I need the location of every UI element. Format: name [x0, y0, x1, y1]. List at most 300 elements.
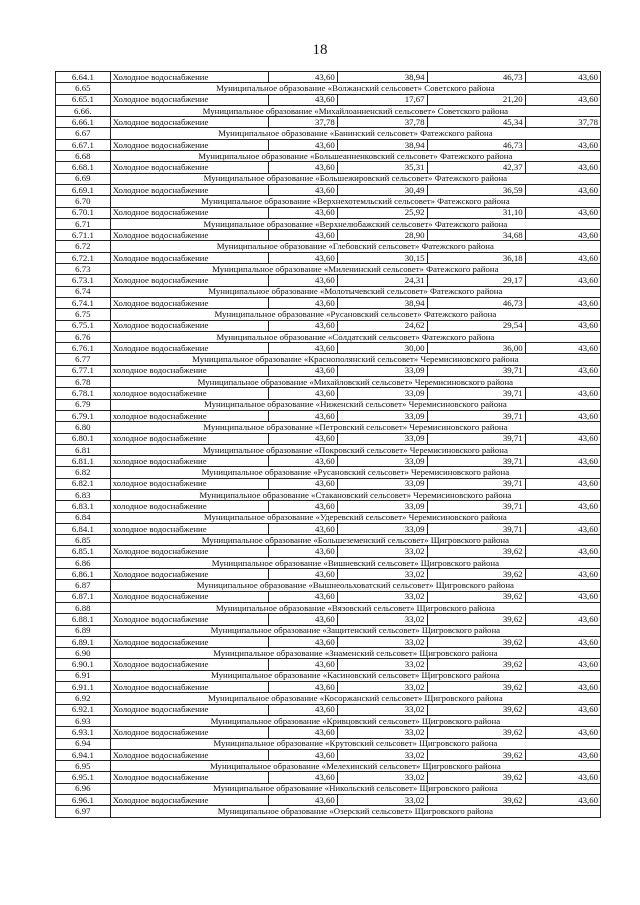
municipality-name: Муниципальное образование «Петровский сельсовет» Черемисиновского района	[110, 422, 600, 433]
tariff-value-2: 33,02	[337, 614, 427, 625]
tariff-value-3: 39,62	[427, 546, 525, 557]
section-header-row	[56, 557, 601, 568]
row-number: 6.90	[56, 648, 111, 659]
municipality-name: Муниципальное образование «Вязовский сельсовет» Щигровского района	[110, 602, 600, 613]
tariff-value-1: 43,60	[268, 139, 337, 150]
row-number: 6.69.1	[56, 184, 111, 195]
tariff-value-2: 33,02	[337, 704, 427, 715]
tariff-value-4: 43,60	[525, 546, 600, 557]
tariff-value-4: 43,60	[525, 636, 600, 647]
tariff-value-1: 43,60	[268, 410, 337, 421]
tariff-value-2: 33,02	[337, 591, 427, 602]
row-number: 6.79	[56, 399, 111, 410]
tariff-value-2: 33,09	[337, 523, 427, 534]
tariff-value-1: 43,60	[268, 727, 337, 738]
row-number: 6.65	[56, 83, 111, 94]
tariff-value-1: 43,60	[268, 72, 337, 83]
tariff-value-1: 43,60	[268, 636, 337, 647]
tariff-value-3: 39,62	[427, 727, 525, 738]
table-row	[56, 523, 601, 534]
service-name: Холодное водоснабжение	[110, 275, 268, 286]
tariff-value-1: 37,78	[268, 117, 337, 128]
service-name: холодное водоснабжение	[110, 365, 268, 376]
municipality-name: Муниципальное образование «Михайлоанненский сельсовет» Советского района	[110, 105, 600, 116]
tariff-value-1: 43,60	[268, 569, 337, 580]
service-name: Холодное водоснабжение	[110, 569, 268, 580]
service-name: холодное водоснабжение	[110, 456, 268, 467]
service-name: холодное водоснабжение	[110, 501, 268, 512]
row-number: 6.86	[56, 557, 111, 568]
tariff-value-2: 33,09	[337, 456, 427, 467]
table-row	[56, 320, 601, 331]
section-header-row	[56, 715, 601, 726]
table-row	[56, 704, 601, 715]
row-number: 6.83	[56, 489, 111, 500]
row-number: 6.74	[56, 286, 111, 297]
row-number: 6.80.1	[56, 433, 111, 444]
section-header-row	[56, 377, 601, 388]
tariff-value-2: 33,02	[337, 569, 427, 580]
section-header-row	[56, 309, 601, 320]
tariff-value-1: 43,60	[268, 320, 337, 331]
tariff-value-3: 39,71	[427, 388, 525, 399]
tariff-value-2: 38,94	[337, 72, 427, 83]
tariff-value-1: 43,60	[268, 772, 337, 783]
service-name: Холодное водоснабжение	[110, 139, 268, 150]
row-number: 6.80	[56, 422, 111, 433]
municipality-name: Муниципальное образование «Знаменский сельсовет» Щигровского района	[110, 648, 600, 659]
tariff-value-3: 46,73	[427, 139, 525, 150]
table-row	[56, 139, 601, 150]
tariff-value-4: 43,60	[525, 365, 600, 376]
tariff-value-2: 33,02	[337, 772, 427, 783]
tariff-value-4: 43,60	[525, 591, 600, 602]
row-number: 6.84.1	[56, 523, 111, 534]
tariff-value-1: 43,60	[268, 456, 337, 467]
section-header-row	[56, 241, 601, 252]
section-header-row	[56, 693, 601, 704]
tariff-value-3: 39,71	[427, 501, 525, 512]
tariff-value-1: 43,60	[268, 795, 337, 806]
municipality-name: Муниципальное образование «Удеревский сельсовет» Черемисиновского района	[110, 512, 600, 523]
tariff-value-3: 39,71	[427, 523, 525, 534]
table-row	[56, 184, 601, 195]
tariff-value-2: 33,02	[337, 659, 427, 670]
municipality-name: Муниципальное образование «Верхнехотемльский сельсовет» Фатежского района	[110, 196, 600, 207]
tariff-value-4: 43,60	[525, 704, 600, 715]
section-header-row	[56, 602, 601, 613]
service-name: Холодное водоснабжение	[110, 94, 268, 105]
service-name: Холодное водоснабжение	[110, 230, 268, 241]
row-number: 6.77	[56, 354, 111, 365]
tariff-value-4: 37,78	[525, 117, 600, 128]
municipality-name: Муниципальное образование «Мелехинский сельсовет» Щигровского района	[110, 761, 600, 772]
section-header-row	[56, 264, 601, 275]
row-number: 6.87.1	[56, 591, 111, 602]
section-header-row	[56, 218, 601, 229]
tariff-value-4: 43,60	[525, 252, 600, 263]
section-header-row	[56, 399, 601, 410]
section-header-row	[56, 512, 601, 523]
tariff-value-3: 39,71	[427, 410, 525, 421]
table-row	[56, 410, 601, 421]
tariff-value-2: 33,09	[337, 501, 427, 512]
row-number: 6.92.1	[56, 704, 111, 715]
row-number: 6.72	[56, 241, 111, 252]
tariff-value-2: 33,02	[337, 636, 427, 647]
row-number: 6.88	[56, 602, 111, 613]
table-row	[56, 478, 601, 489]
row-number: 6.70	[56, 196, 111, 207]
tariff-value-1: 43,60	[268, 749, 337, 760]
tariff-value-4: 43,60	[525, 184, 600, 195]
tariff-value-4: 43,60	[525, 230, 600, 241]
tariff-value-2: 25,92	[337, 207, 427, 218]
municipality-name: Муниципальное образование «Стакановский сельсовет» Черемисиновского района	[110, 489, 600, 500]
row-number: 6.78	[56, 377, 111, 388]
tariff-value-2: 33,09	[337, 388, 427, 399]
tariff-value-1: 43,60	[268, 523, 337, 534]
municipality-name: Муниципальное образование «Крутовский сельсовет» Щигровского района	[110, 738, 600, 749]
service-name: Холодное водоснабжение	[110, 727, 268, 738]
tariff-value-3: 39,62	[427, 636, 525, 647]
tariff-value-2: 33,02	[337, 682, 427, 693]
service-name: Холодное водоснабжение	[110, 546, 268, 557]
row-number: 6.92	[56, 693, 111, 704]
table-row	[56, 727, 601, 738]
tariff-value-4: 43,60	[525, 297, 600, 308]
municipality-name: Муниципальное образование «Солдатский сельсовет» Фатежского района	[110, 331, 600, 342]
municipality-name: Муниципальное образование «Ниженский сельсовет» Черемисиновского района	[110, 399, 600, 410]
tariff-value-4: 43,60	[525, 275, 600, 286]
tariff-value-1: 43,60	[268, 614, 337, 625]
tariff-value-3: 39,71	[427, 365, 525, 376]
service-name: Холодное водоснабжение	[110, 343, 268, 354]
table-row	[56, 207, 601, 218]
tariff-value-2: 33,09	[337, 410, 427, 421]
tariff-value-2: 33,02	[337, 795, 427, 806]
tariff-value-4: 43,60	[525, 433, 600, 444]
tariff-value-3: 39,71	[427, 478, 525, 489]
row-number: 6.76.1	[56, 343, 111, 354]
tariff-table-body	[56, 72, 601, 818]
tariff-value-4: 43,60	[525, 478, 600, 489]
tariff-value-1: 43,60	[268, 659, 337, 670]
tariff-value-3: 36,00	[427, 343, 525, 354]
tariff-value-1: 43,60	[268, 343, 337, 354]
tariff-value-1: 43,60	[268, 365, 337, 376]
municipality-name: Муниципальное образование «Большежировский сельсовет» Фатежского района	[110, 173, 600, 184]
section-header-row	[56, 173, 601, 184]
table-row	[56, 343, 601, 354]
tariff-value-3: 29,54	[427, 320, 525, 331]
row-number: 6.64.1	[56, 72, 111, 83]
section-header-row	[56, 625, 601, 636]
table-row	[56, 252, 601, 263]
section-header-row	[56, 783, 601, 794]
service-name: Холодное водоснабжение	[110, 795, 268, 806]
row-number: 6.65.1	[56, 94, 111, 105]
row-number: 6.96.1	[56, 795, 111, 806]
table-row	[56, 162, 601, 173]
service-name: Холодное водоснабжение	[110, 772, 268, 783]
tariff-value-1: 43,60	[268, 388, 337, 399]
row-number: 6.73.1	[56, 275, 111, 286]
table-row	[56, 749, 601, 760]
tariff-value-3: 39,71	[427, 433, 525, 444]
table-row	[56, 72, 601, 83]
table-row	[56, 230, 601, 241]
row-number: 6.88.1	[56, 614, 111, 625]
section-header-row	[56, 761, 601, 772]
municipality-name: Муниципальное образование «Большеанненковский сельсовет» Фатежского района	[110, 151, 600, 162]
section-header-row	[56, 354, 601, 365]
tariff-value-2: 30,00	[337, 343, 427, 354]
municipality-name: Муниципальное образование «Банинский сельсовет» Фатежского района	[110, 128, 600, 139]
municipality-name: Муниципальное образование «Молотычевский сельсовет» Фатежского района	[110, 286, 600, 297]
tariff-value-3: 31,10	[427, 207, 525, 218]
row-number: 6.82.1	[56, 478, 111, 489]
tariff-value-1: 43,60	[268, 433, 337, 444]
tariff-value-3: 36,59	[427, 184, 525, 195]
tariff-value-1: 43,60	[268, 275, 337, 286]
service-name: Холодное водоснабжение	[110, 591, 268, 602]
row-number: 6.72.1	[56, 252, 111, 263]
tariff-value-4: 43,60	[525, 749, 600, 760]
tariff-value-2: 17,67	[337, 94, 427, 105]
tariff-value-2: 33,09	[337, 478, 427, 489]
table-row	[56, 117, 601, 128]
municipality-name: Муниципальное образование «Кривцовский сельсовет» Щигровского района	[110, 715, 600, 726]
tariff-value-2: 37,78	[337, 117, 427, 128]
tariff-value-1: 43,60	[268, 546, 337, 557]
table-row	[56, 275, 601, 286]
table-row	[56, 94, 601, 105]
row-number: 6.81.1	[56, 456, 111, 467]
row-number: 6.86.1	[56, 569, 111, 580]
row-number: 6.75.1	[56, 320, 111, 331]
service-name: Холодное водоснабжение	[110, 682, 268, 693]
municipality-name: Муниципальное образование «Касиновский сельсовет» Щигровского района	[110, 670, 600, 681]
municipality-name: Муниципальное образование «Вышнеольховатский сельсовет» Щигровского района	[110, 580, 600, 591]
section-header-row	[56, 444, 601, 455]
tariff-value-2: 30,49	[337, 184, 427, 195]
row-number: 6.85.1	[56, 546, 111, 557]
row-number: 6.76	[56, 331, 111, 342]
service-name: Холодное водоснабжение	[110, 162, 268, 173]
table-row	[56, 365, 601, 376]
row-number: 6.94	[56, 738, 111, 749]
tariff-value-3: 39,62	[427, 772, 525, 783]
tariff-value-1: 43,60	[268, 297, 337, 308]
service-name: Холодное водоснабжение	[110, 297, 268, 308]
row-number: 6.89	[56, 625, 111, 636]
tariff-value-4: 43,60	[525, 795, 600, 806]
tariff-value-4: 43,60	[525, 501, 600, 512]
municipality-name: Муниципальное образование «Покровский сельсовет» Черемисиновского района	[110, 444, 600, 455]
section-header-row	[56, 196, 601, 207]
tariff-value-4: 43,60	[525, 388, 600, 399]
section-header-row	[56, 580, 601, 591]
service-name: Холодное водоснабжение	[110, 636, 268, 647]
tariff-value-2: 38,94	[337, 139, 427, 150]
tariff-value-4: 43,60	[525, 207, 600, 218]
table-row	[56, 682, 601, 693]
tariff-value-2: 28,90	[337, 230, 427, 241]
municipality-name: Муниципальное образование «Краснополянский сельсовет» Черемисиновского района	[110, 354, 600, 365]
section-header-row	[56, 467, 601, 478]
row-number: 6.87	[56, 580, 111, 591]
table-row	[56, 297, 601, 308]
tariff-value-3: 45,34	[427, 117, 525, 128]
tariff-value-1: 43,60	[268, 230, 337, 241]
tariff-value-3: 39,62	[427, 659, 525, 670]
municipality-name: Муниципальное образование «Глебовский сельсовет» Фатежского района	[110, 241, 600, 252]
tariff-value-4: 43,60	[525, 456, 600, 467]
service-name: холодное водоснабжение	[110, 478, 268, 489]
row-number: 6.77.1	[56, 365, 111, 376]
tariff-value-3: 21,20	[427, 94, 525, 105]
tariff-value-2: 33,02	[337, 546, 427, 557]
tariff-value-1: 43,60	[268, 704, 337, 715]
tariff-value-2: 33,09	[337, 365, 427, 376]
row-number: 6.68.1	[56, 162, 111, 173]
row-number: 6.85	[56, 535, 111, 546]
municipality-name: Муниципальное образование «Косоржанский сельсовет» Щигровского района	[110, 693, 600, 704]
municipality-name: Муниципальное образование «Михайловский сельсовет» Черемисиновского района	[110, 377, 600, 388]
tariff-value-4: 43,60	[525, 162, 600, 173]
row-number: 6.66.1	[56, 117, 111, 128]
service-name: Холодное водоснабжение	[110, 659, 268, 670]
municipality-name: Муниципальное образование «Большеземенский сельсовет» Щигровского района	[110, 535, 600, 546]
municipality-name: Муниципальное образование «Никольский сельсовет» Щигровского района	[110, 783, 600, 794]
tariff-value-1: 43,60	[268, 94, 337, 105]
municipality-name: Муниципальное образование «Миленинский сельсовет» Фатежского района	[110, 264, 600, 275]
row-number: 6.68	[56, 151, 111, 162]
table-row	[56, 388, 601, 399]
tariff-value-3: 34,68	[427, 230, 525, 241]
tariff-value-3: 39,62	[427, 614, 525, 625]
section-header-row	[56, 489, 601, 500]
table-row	[56, 501, 601, 512]
table-row	[56, 546, 601, 557]
row-number: 6.97	[56, 806, 111, 817]
section-header-row	[56, 151, 601, 162]
section-header-row	[56, 738, 601, 749]
row-number: 6.81	[56, 444, 111, 455]
tariff-value-4: 43,60	[525, 659, 600, 670]
tariff-value-3: 39,62	[427, 591, 525, 602]
municipality-name: Муниципальное образование «Защитенский сельсовет» Щигровского района	[110, 625, 600, 636]
row-number: 6.75	[56, 309, 111, 320]
row-number: 6.96	[56, 783, 111, 794]
service-name: Холодное водоснабжение	[110, 614, 268, 625]
row-number: 6.95	[56, 761, 111, 772]
section-header-row	[56, 648, 601, 659]
tariff-table	[55, 71, 601, 818]
service-name: Холодное водоснабжение	[110, 184, 268, 195]
tariff-value-4: 43,60	[525, 523, 600, 534]
municipality-name: Муниципальное образование «Верхнелюбажский сельсовет» Фатежского района	[110, 218, 600, 229]
table-row	[56, 569, 601, 580]
row-number: 6.93	[56, 715, 111, 726]
tariff-value-3: 39,62	[427, 704, 525, 715]
section-header-row	[56, 105, 601, 116]
tariff-value-2: 33,02	[337, 749, 427, 760]
service-name: холодное водоснабжение	[110, 388, 268, 399]
tariff-value-3: 46,73	[427, 72, 525, 83]
municipality-name: Муниципальное образование «Русановский сельсовет» Черемисиновского района	[110, 467, 600, 478]
tariff-value-3: 39,62	[427, 795, 525, 806]
row-number: 6.78.1	[56, 388, 111, 399]
service-name: Холодное водоснабжение	[110, 117, 268, 128]
row-number: 6.90.1	[56, 659, 111, 670]
tariff-value-4: 43,60	[525, 139, 600, 150]
tariff-value-3: 39,62	[427, 682, 525, 693]
tariff-value-2: 33,02	[337, 727, 427, 738]
tariff-value-1: 43,60	[268, 682, 337, 693]
row-number: 6.91	[56, 670, 111, 681]
tariff-value-2: 38,94	[337, 297, 427, 308]
tariff-value-4: 43,60	[525, 94, 600, 105]
tariff-value-3: 46,73	[427, 297, 525, 308]
row-number: 6.74.1	[56, 297, 111, 308]
row-number: 6.67.1	[56, 139, 111, 150]
row-number: 6.83.1	[56, 501, 111, 512]
table-row	[56, 772, 601, 783]
row-number: 6.84	[56, 512, 111, 523]
table-row	[56, 614, 601, 625]
tariff-value-1: 43,60	[268, 207, 337, 218]
row-number: 6.70.1	[56, 207, 111, 218]
row-number: 6.93.1	[56, 727, 111, 738]
table-row	[56, 456, 601, 467]
row-number: 6.67	[56, 128, 111, 139]
municipality-name: Муниципальное образование «Русановский сельсовет» Фатежского района	[110, 309, 600, 320]
row-number: 6.71.1	[56, 230, 111, 241]
row-number: 6.69	[56, 173, 111, 184]
tariff-value-2: 33,09	[337, 433, 427, 444]
table-row	[56, 659, 601, 670]
tariff-value-3: 42,37	[427, 162, 525, 173]
tariff-value-2: 24,31	[337, 275, 427, 286]
row-number: 6.73	[56, 264, 111, 275]
tariff-value-1: 43,60	[268, 252, 337, 263]
tariff-value-1: 43,60	[268, 184, 337, 195]
row-number: 6.95.1	[56, 772, 111, 783]
service-name: Холодное водоснабжение	[110, 749, 268, 760]
tariff-value-1: 43,60	[268, 501, 337, 512]
page-number: 18	[312, 42, 328, 58]
table-row	[56, 636, 601, 647]
tariff-value-4: 43,60	[525, 72, 600, 83]
tariff-value-1: 43,60	[268, 162, 337, 173]
section-header-row	[56, 670, 601, 681]
municipality-name: Муниципальное образование «Озерский сельсовет» Щигровского района	[110, 806, 600, 817]
section-header-row	[56, 331, 601, 342]
row-number: 6.89.1	[56, 636, 111, 647]
tariff-value-3: 39,62	[427, 749, 525, 760]
tariff-value-3: 29,17	[427, 275, 525, 286]
service-name: Холодное водоснабжение	[110, 72, 268, 83]
service-name: Холодное водоснабжение	[110, 252, 268, 263]
service-name: Холодное водоснабжение	[110, 207, 268, 218]
section-header-row	[56, 286, 601, 297]
section-header-row	[56, 83, 601, 94]
tariff-value-1: 43,60	[268, 591, 337, 602]
tariff-value-4: 43,60	[525, 727, 600, 738]
section-header-row	[56, 128, 601, 139]
